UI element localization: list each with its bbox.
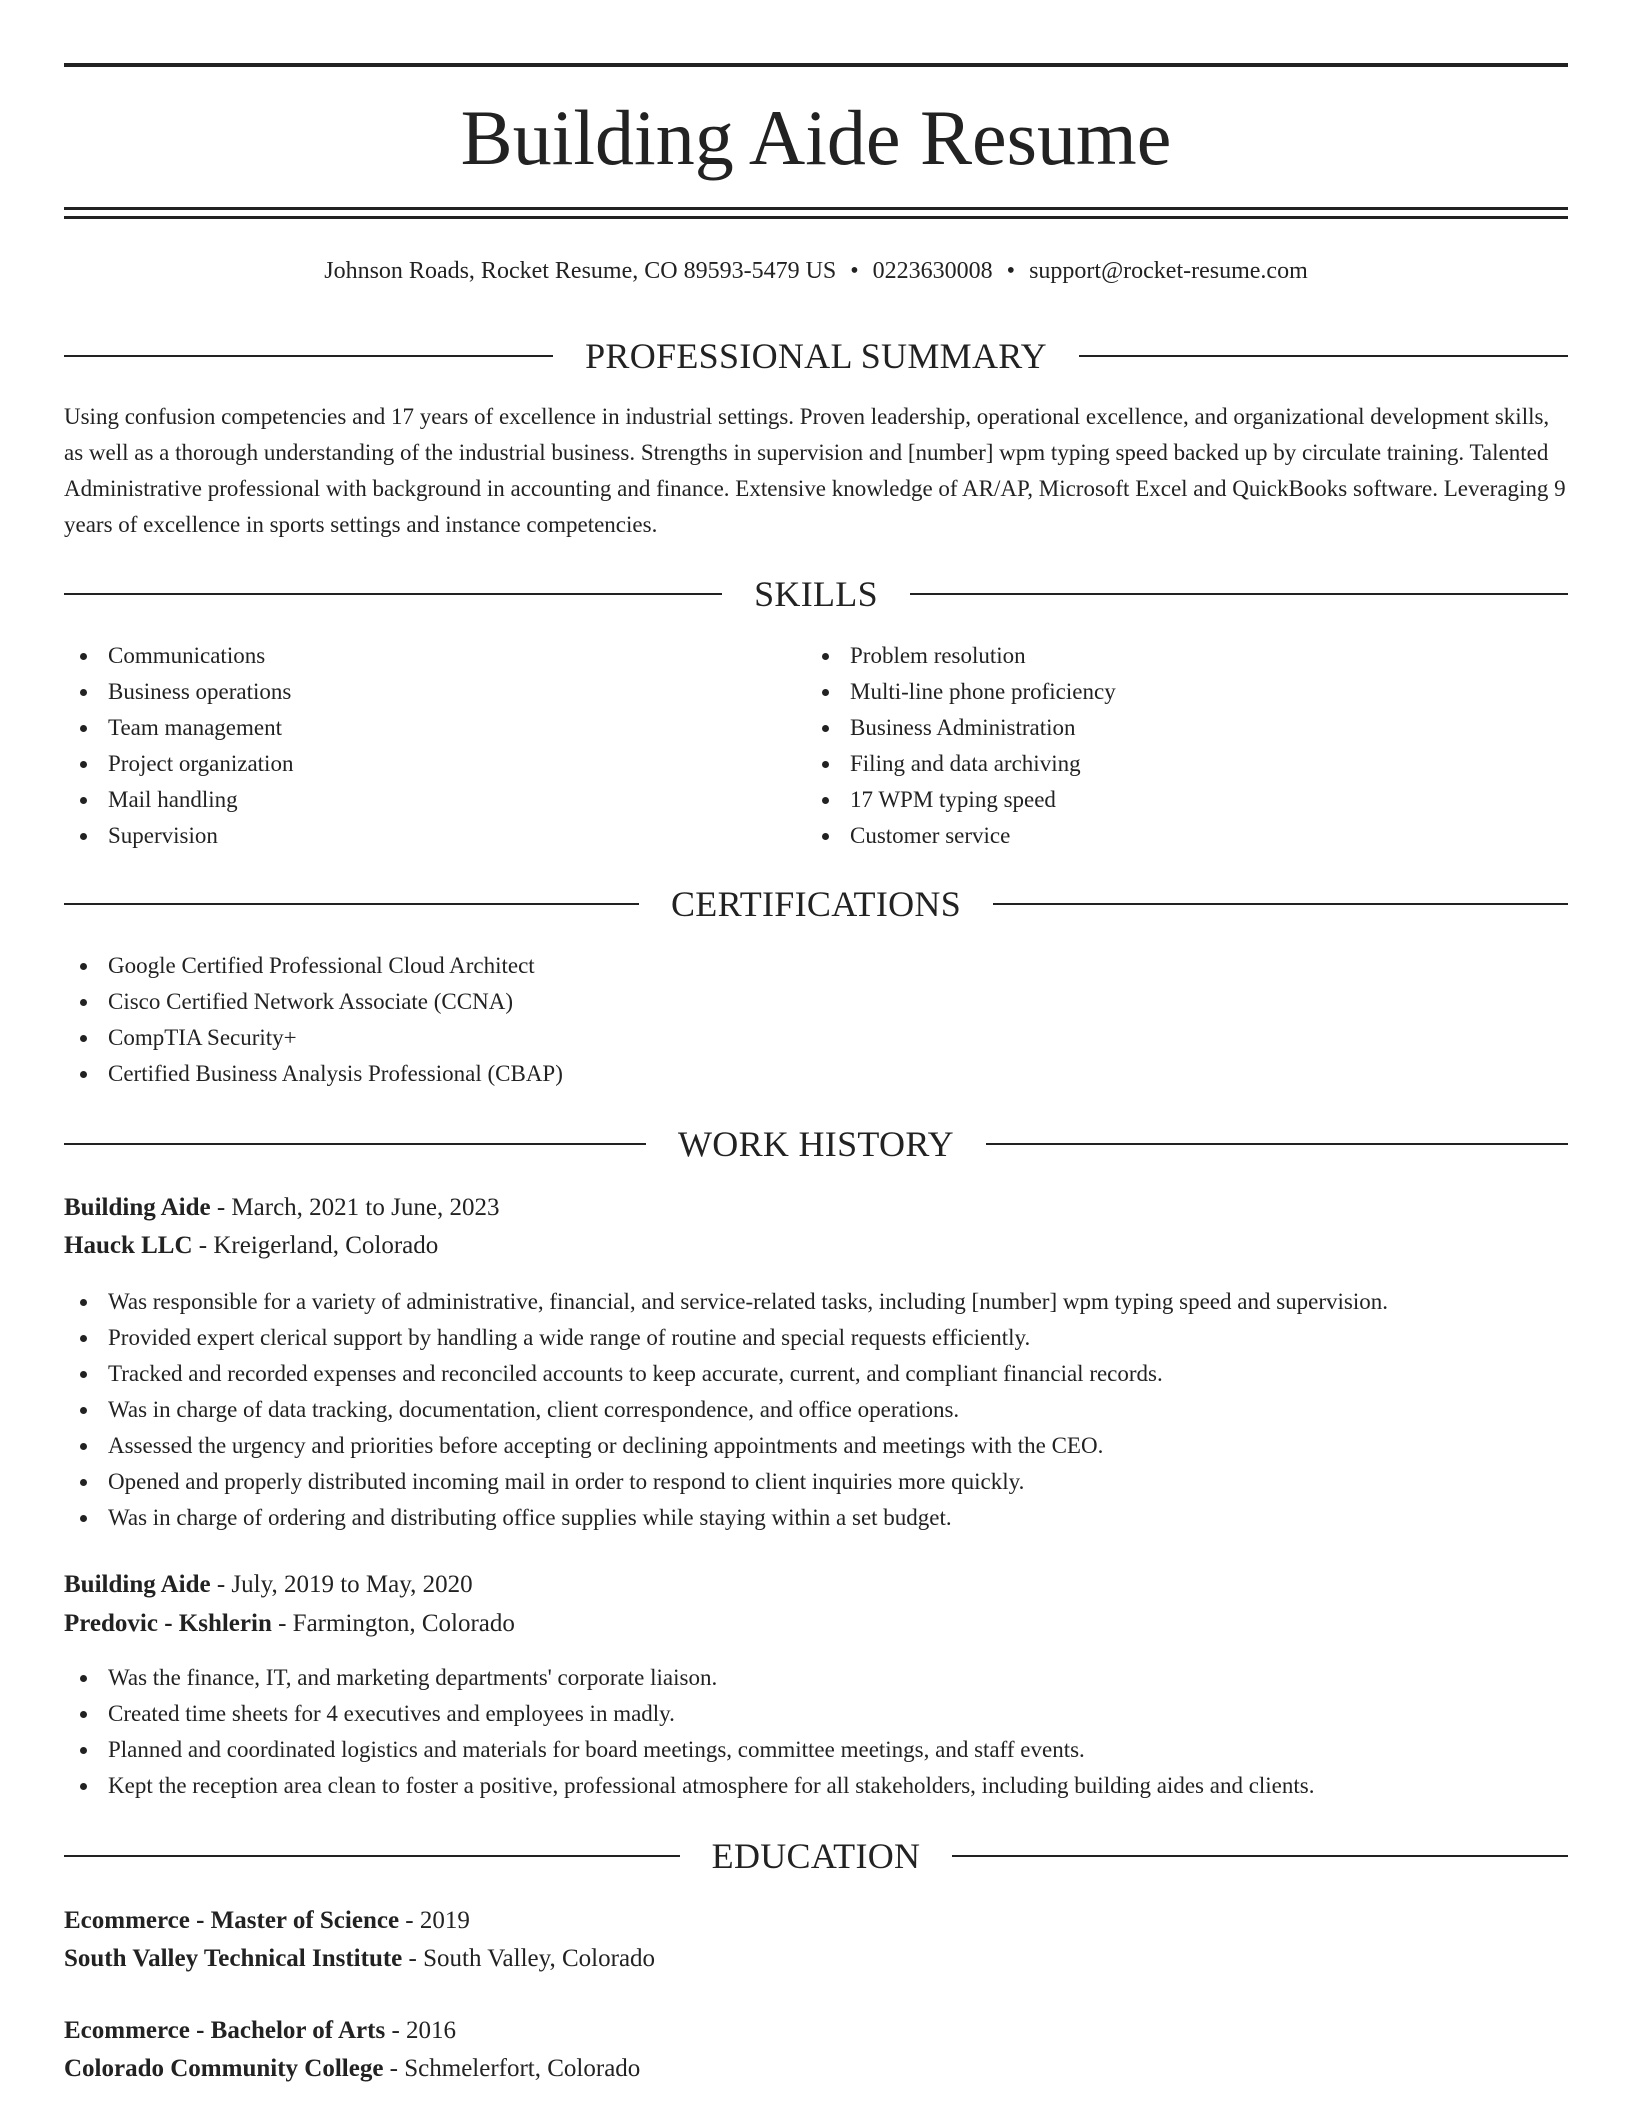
job-location: - Kreigerland, Colorado [192,1232,439,1259]
bullet-icon [80,963,87,970]
contact-phone: 0223630008 [872,258,993,284]
list-item [64,1020,563,1056]
section-title: PROFESSIONAL SUMMARY [585,336,1047,376]
contact-separator: • [850,258,859,284]
bullet-icon [80,797,87,804]
job-duties-list [64,1284,1388,1536]
title-double-rule-upper [64,207,1568,210]
heading-rule [952,1855,1568,1857]
list-item [64,638,293,674]
skill-text: Problem resolution [850,643,1026,668]
bullet-icon [80,833,87,840]
duty-text: Was responsible for a variety of administrative, financial, and service-related tasks, including [number] wpm typing speed and supervision. [108,1289,1389,1314]
list-item [806,638,1116,674]
skill-text: Supervision [108,823,218,848]
list-item [64,1356,1388,1392]
skill-text: Business Administration [850,715,1076,740]
list-item [64,1392,1388,1428]
summary-text: Using confusion competencies and 17 years of excellence in industrial settings. Proven leadership, operational excellence, and organizational development skills, as well as a thorough understanding of the industrial business. Strengths in supervision and [number] wpm typing speed backed up by circulate training. Talented Administrative professional with background in accounting and finance. Extensive knowledge of AR/AP, Microsoft Excel and QuickBooks software. Leveraging 9 years of excellence in sports settings and instance competencies. [64,404,1566,537]
list-item [64,1732,1314,1768]
duty-text: Tracked and recorded expenses and reconciled accounts to keep accurate, current, and compliant financial records. [108,1361,1163,1386]
list-item [64,1284,1388,1320]
skills-list-left [64,638,293,854]
bullet-icon [80,1479,87,1486]
bullet-icon [80,1515,87,1522]
education-location: - Schmelerfort, Colorado [383,2055,641,2082]
bullet-icon [80,1071,87,1078]
job-dates: - July, 2019 to May, 2020 [210,1571,473,1598]
section-heading-certifications [64,882,1568,926]
education-school-line [64,2050,640,2088]
duty-text: Created time sheets for 4 executives and employees in madly. [108,1701,675,1726]
certification-text: CompTIA Security+ [108,1025,297,1050]
bullet-icon [80,1711,87,1718]
bullet-icon [822,689,829,696]
skill-text: Business operations [108,679,292,704]
page-title: Building Aide Resume [460,94,1172,181]
list-item [64,984,563,1020]
bullet-icon [822,725,829,732]
section-title: WORK HISTORY [678,1124,954,1164]
skill-text: 17 WPM typing speed [850,787,1056,812]
list-item [806,674,1116,710]
duty-text: Kept the reception area clean to foster a positive, professional atmosphere for all stakeholders, including building aides and clients. [108,1773,1315,1798]
heading-rule [64,1855,680,1857]
bullet-icon [80,1443,87,1450]
bullet-icon [80,1335,87,1342]
heading-rule [1079,355,1568,357]
job-location: - Farmington, Colorado [271,1610,515,1637]
duty-text: Opened and properly distributed incoming mail in order to respond to client inquiries more quickly. [108,1469,1025,1494]
list-item [806,782,1116,818]
skill-text: Team management [108,715,283,740]
bullet-icon [822,797,829,804]
list-item [64,818,293,854]
list-item [64,948,563,984]
list-item [64,1768,1314,1804]
bullet-icon [80,1407,87,1414]
bullet-icon [822,761,829,768]
contact-email: support@rocket-resume.com [1029,258,1308,284]
duty-text: Was the finance, IT, and marketing departments' corporate liaison. [108,1665,718,1690]
list-item [64,674,293,710]
heading-rule [910,593,1568,595]
list-item [64,746,293,782]
contact-address: Johnson Roads, Rocket Resume, CO 89593-5479 US [324,258,837,284]
education-degree: Ecommerce - Master of Science [64,1907,400,1934]
bullet-icon [80,1783,87,1790]
list-item [64,710,293,746]
job-title-line [64,1189,499,1227]
list-item [64,1696,1314,1732]
list-item [806,710,1116,746]
bullet-icon [80,725,87,732]
contact-line [64,254,1568,288]
job-company: Predovic - Kshlerin [64,1610,272,1637]
certification-text: Cisco Certified Network Associate (CCNA) [108,989,513,1014]
job-duties-list [64,1660,1314,1804]
bullet-icon [80,999,87,1006]
heading-rule [993,903,1568,905]
heading-rule [64,1143,646,1145]
bullet-icon [822,653,829,660]
list-item [64,1500,1388,1536]
education-degree-line [64,2012,456,2050]
contact-separator: • [1006,258,1016,284]
duty-text: Was in charge of ordering and distributing office supplies while staying within a set budget. [108,1505,952,1530]
heading-rule [986,1143,1568,1145]
education-year: - 2016 [385,2017,457,2044]
bullet-icon [80,1747,87,1754]
bullet-icon [80,1299,87,1306]
section-heading-skills [64,572,1568,616]
list-item [64,1660,1314,1696]
education-school: South Valley Technical Institute [64,1945,403,1972]
education-location: - South Valley, Colorado [402,1945,656,1972]
list-item [806,818,1116,854]
section-title: CERTIFICATIONS [670,884,962,924]
section-title: EDUCATION [711,1836,921,1876]
skill-text: Multi-line phone proficiency [850,679,1116,704]
heading-rule [64,355,553,357]
list-item [806,746,1116,782]
job-title: Building Aide [64,1194,211,1221]
bullet-icon [80,1035,87,1042]
skills-list-right [806,638,1116,854]
certification-text: Google Certified Professional Cloud Architect [108,953,535,978]
duty-text: Assessed the urgency and priorities before accepting or declining appointments and meetings with the CEO. [108,1433,1104,1458]
list-item [64,1056,563,1092]
bullet-icon [822,833,829,840]
education-school-line [64,1940,655,1978]
job-company-line [64,1227,438,1265]
skill-text: Mail handling [108,787,238,812]
duty-text: Was in charge of data tracking, documentation, client correspondence, and office operations. [108,1397,960,1422]
education-degree: Ecommerce - Bachelor of Arts [64,2017,386,2044]
section-heading-work [64,1122,1568,1166]
section-heading-summary [64,334,1568,378]
education-degree-line [64,1902,470,1940]
top-rule [64,63,1568,67]
heading-rule [64,903,639,905]
education-school: Colorado Community College [64,2055,384,2082]
education-year: - 2019 [399,1907,470,1934]
job-title-line [64,1566,473,1604]
title-double-rule-lower [64,216,1568,219]
bullet-icon [80,1371,87,1378]
list-item [64,782,293,818]
job-dates: - March, 2021 to June, 2023 [210,1194,500,1221]
job-company: Hauck LLC [64,1232,193,1259]
section-title: SKILLS [754,574,878,614]
bullet-icon [80,1675,87,1682]
heading-rule [64,593,722,595]
skill-text: Project organization [108,751,294,776]
bullet-icon [80,761,87,768]
skill-text: Customer service [850,823,1011,848]
skill-text: Communications [108,643,266,668]
certifications-list [64,948,563,1092]
list-item [64,1428,1388,1464]
list-item [64,1320,1388,1356]
duty-text: Planned and coordinated logistics and materials for board meetings, committee meetings, and staff events. [108,1737,1085,1762]
section-heading-education [64,1834,1568,1878]
job-company-line [64,1605,515,1643]
skill-text: Filing and data archiving [850,751,1081,776]
bullet-icon [80,653,87,660]
list-item [64,1464,1388,1500]
duty-text: Provided expert clerical support by handling a wide range of routine and special requests efficiently. [108,1325,1031,1350]
bullet-icon [80,689,87,696]
certification-text: Certified Business Analysis Professional (CBAP) [108,1061,563,1086]
job-title: Building Aide [64,1571,211,1598]
